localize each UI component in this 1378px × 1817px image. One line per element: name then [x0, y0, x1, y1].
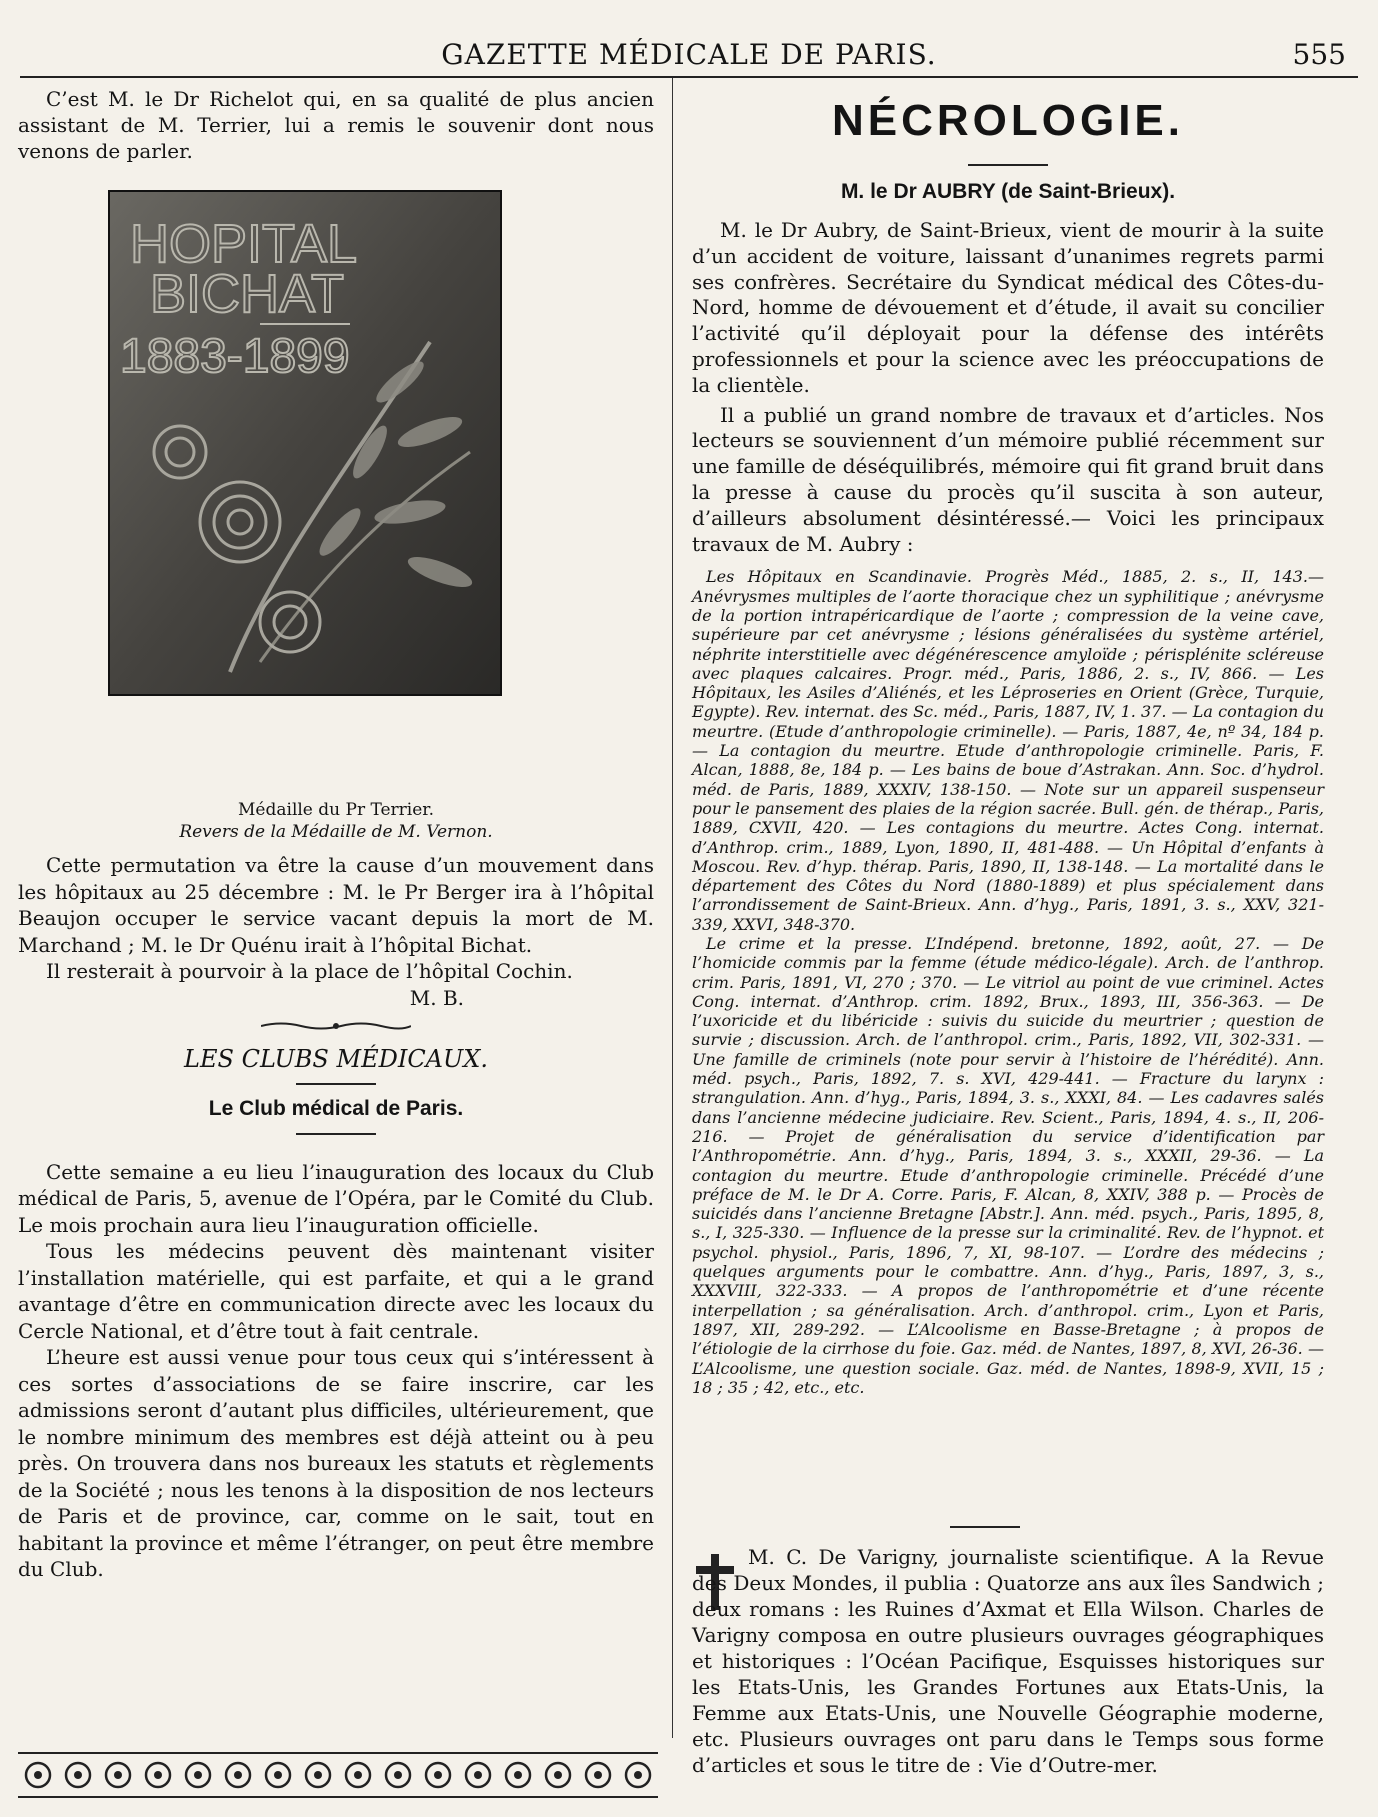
club-paragraph-3: L’heure est aussi venue pour tous ceux qui s’intéressent à ces sortes d’associations de se faire inscrire, car les admissions seront d’autant plus difficiles, ultérieurement, que le nombre minimum des membres est déjà atteint ou à peu près. On trouvera dans nos bureaux les statuts et règlements de la Société ; nous les tenons à la disposition de nos lecteurs de Paris et de province, car, comme on le sait, tout en habitant la province et même l’étranger, on peut être membre du Club.: [18, 1345, 654, 1581]
bibliography-1: Les Hôpitaux en Scandinavie. Progrès Méd., 1885, 2. s., II, 143.— Anévrysmes multiples de l’aorte thoracique chez un syphilitique ; anévrysme de la portion intrapéricardique de l’aorte ; compression de la veine cave, supérieure par cet anévrysme ; lésions généralisées du système artériel, néphrite interstitielle avec dégénérescence amyloïde ; périsplénite scléreuse avec plaques calcaires. Progr. méd., Paris, 1886, 2. s., IV, 866. — Les Hôpitaux, les Asiles d’Aliénés, et les Léproseries en Orient (Grèce, Turquie, Egypte). Rev. internat. des Sc. méd., Paris, 1887, IV, 1. 37. — La contagion du meurtre. (Etude d’anthropologie criminelle). — Paris, 1887, 4e, nº 34, 184 p. — La contagion du meurtre. Etude d’anthropologie criminelle. Paris, F. Alcan, 1888, 8e, 184 p. — Les bains de boue d’Astrakan. Ann. Soc. d’hydrol. méd. de Paris, 1889, XXXIV, 138-150. — Note sur un appareil suspenseur pour le pansement des plaies de la région sacrée. Bull. gén. de thérap., Paris, 1889, CXVII, 420. — Les contagions du meurtre. Actes Cong. internat. d’Anthrop. crim., 1889, Lyon, 1890, II, 481-488. — Un Hôpital d’enfants à Moscou. Rev. d’hyp. thérap. Paris, 1890, II, 138-148. — La mortalité dans le département des Côtes du Nord (1880-1889) et plus spécialement dans l’arrondissement de Saint-Brieux. Ann. d’hyg., Paris, 1891, 3. s., XXV, 321-339, XXVI, 348-370.: [692, 567, 1324, 934]
medal-subcaption: Revers de la Médaille de M. Vernon.: [179, 822, 493, 842]
varigny-block: [692, 1544, 1324, 1778]
medal-photo: [108, 190, 502, 696]
medal-illustration: [110, 192, 500, 694]
section-title: LES CLUBS MÉDICAUX.: [184, 1044, 488, 1073]
header-rule: [20, 76, 1358, 78]
varigny-paragraph: M. C. De Varigny, journaliste scientifique. A la Revue des Deux Mondes, il publia : Quatorze ans aux îles Sandwich ; deux romans : les Ruines d’Axmat et Ella Wilson. Charles de Varigny composa en outre plusieurs ouvrages géographiques et historiques : l’Océan Pacifique, Esquisses historiques sur les Etats-Unis, les Grandes Fortunes aux Etats-Unis, la Femme aux Etats-Unis, une Nouvelle Géographie moderne, etc. Plusieurs ouvrages ont paru dans le Temps sous forme d’articles et sous le titre de : Vie d’Outre-mer.: [692, 1545, 1324, 1777]
aubry-subtitle: M. le Dr AUBRY (de Saint-Brieux).: [840, 180, 1176, 203]
section-rule: [296, 1083, 376, 1085]
club-title: Le Club médical de Paris.: [208, 1096, 464, 1120]
page-number: 555: [1292, 38, 1346, 71]
page-header: [20, 30, 1358, 80]
journal-title: GAZETTE MÉDICALE DE PARIS.: [441, 38, 937, 71]
club-paragraph-2: Tous les médecins peuvent dès maintenant visiter l’installation matérielle, qui est parfaite, et qui a le grand avantage d’être en communication directe avec les locaux du Cercle National, et d’être tout à fait centrale.: [18, 1239, 654, 1343]
signature: M. B.: [409, 985, 464, 1010]
bottom-ornament: [18, 1752, 658, 1798]
cochin-paragraph: Il resterait à pourvoir à la place de l’hôpital Cochin.: [46, 959, 573, 983]
necrology-rule: [968, 164, 1048, 166]
column-divider: [672, 78, 673, 1738]
intro-paragraph: C’est M. le Dr Richelot qui, en sa qualité de plus ancien assistant de M. Terrier, lui a remis le souvenir dont nous venons de parler.: [18, 87, 654, 163]
necrology-title: NÉCROLOGIE.: [831, 96, 1185, 145]
club-rule: [296, 1133, 376, 1135]
medal-line3: 1883-1899: [120, 330, 350, 383]
bibliography-2: Le crime et la presse. L’Indépend. bretonne, 1892, août, 27. — De l’homicide commis par la femme (étude médico-légale). Arch. de l’anthrop. crim. Paris, 1891, VI, 270 ; 370. — Le vitriol au point de vue criminel. Actes Cong. internat. d’Anthrop. crim. 1892, Brux., 1893, III, 356-363. — De l’uxoricide et du libéricide : suivis du suicide du meurtrier ; question de survie ; discussion. Arch. de l’anthropol. crim., Paris, 1892, VII, 302-331. — Une famille de criminels (note pour servir à l’histoire de l’hérédité). Ann. méd. psych., Paris, 1892, 7. s. XVI, 429-441. — Fracture du larynx : strangulation. Ann. d’hyg., Paris, 1894, 3. s., XXXI, 84. — Les cadavres salés dans l’ancienne médecine judiciaire. Rev. Scient., Paris, 1894, 4. s., II, 206-216. — Projet de généralisation du service d’identification par l’Anthropométrie. Ann. d’hyg., Paris, 1894, 3. s., XXXII, 29-36. — La contagion du meurtre. Etude d’anthropologie criminelle. Précédé d’une préface de M. le Dr A. Corre. Paris, F. Alcan, 8, XXIV, 388 p. — Procès de suicidés dans l’ancienne Bretagne [Abstr.]. Ann. méd. psych., Paris, 1895, 8, s., I, 325-330. — Influence de la presse sur la criminalité. Rev. de l’hypnot. et psychol. physiol., Paris, 1896, 7, XI, 98-107. — L’ordre des médecins ; quelques arguments pour le combattre. Ann. d’hyg., Paris, 1897, 3, s., XXXVIII, 322-333. — A propos de l’anthropométrie et d’une récente interpellation ; sa généralisation. Arch. d’anthropol. crim., Lyon et Paris, 1897, XII, 289-292. — L’Alcoolisme en Basse-Bretagne ; à propos de l’étiologie de la cirrhose du foie. Gaz. méd. de Nantes, 1897, 8, XVI, 26-36. — L’Alcoolisme, une question sociale. Gaz. méd. de Nantes, 1898-9, XVII, 15 ; 18 ; 35 ; 42, etc., etc.: [692, 934, 1324, 1397]
aubry-paragraph-1: M. le Dr Aubry, de Saint-Brieux, vient de mourir à la suite d’un accident de voiture, laissant d’unanimes regrets parmi ses confrères. Secrétaire du Syndicat médical des Côtes-du-Nord, homme de dévouement et d’étude, il avait su concilier l’activité qu’il déployait pour la défense des intérêts professionnels et pour la science avec les préoccupations de la clientèle.: [692, 218, 1324, 397]
left-column-lower: [18, 852, 654, 1583]
permutation-paragraph: Cette permutation va être la cause d’un mouvement dans les hôpitaux au 25 décembre : M. le Pr Berger ira à l’hôpital Beaujon occuper le service vacant depuis la mort de M. Marchand ; M. le Dr Quénu irait à l’hôpital Bichat.: [18, 853, 654, 957]
medal-line2: BICHAT: [150, 264, 345, 324]
club-paragraph-1: Cette semaine a eu lieu l’inauguration des locaux du Club médical de Paris, 5, avenue de l’Opéra, par le Comité du Club. Le mois prochain aura lieu l’inauguration officielle.: [18, 1159, 654, 1237]
medal-caption: Médaille du Pr Terrier.: [238, 800, 434, 820]
medal-line1: HOPITAL: [130, 214, 358, 274]
aubry-paragraph-2: Il a publié un grand nombre de travaux et d’articles. Nos lecteurs se souviennent d’un mémoire publié récemment sur une famille de déséquilibrés, mémoire qui fit grand bruit dans la presse à cause du procès qu’il suscita à son auteur, d’ailleurs absolument désintéressé.— Voici les principaux travaux de M. Aubry :: [692, 402, 1324, 556]
varigny-rule: [950, 1526, 1020, 1528]
left-column: [18, 86, 654, 164]
right-column: [692, 96, 1324, 1397]
ornament-divider: [18, 1018, 654, 1037]
